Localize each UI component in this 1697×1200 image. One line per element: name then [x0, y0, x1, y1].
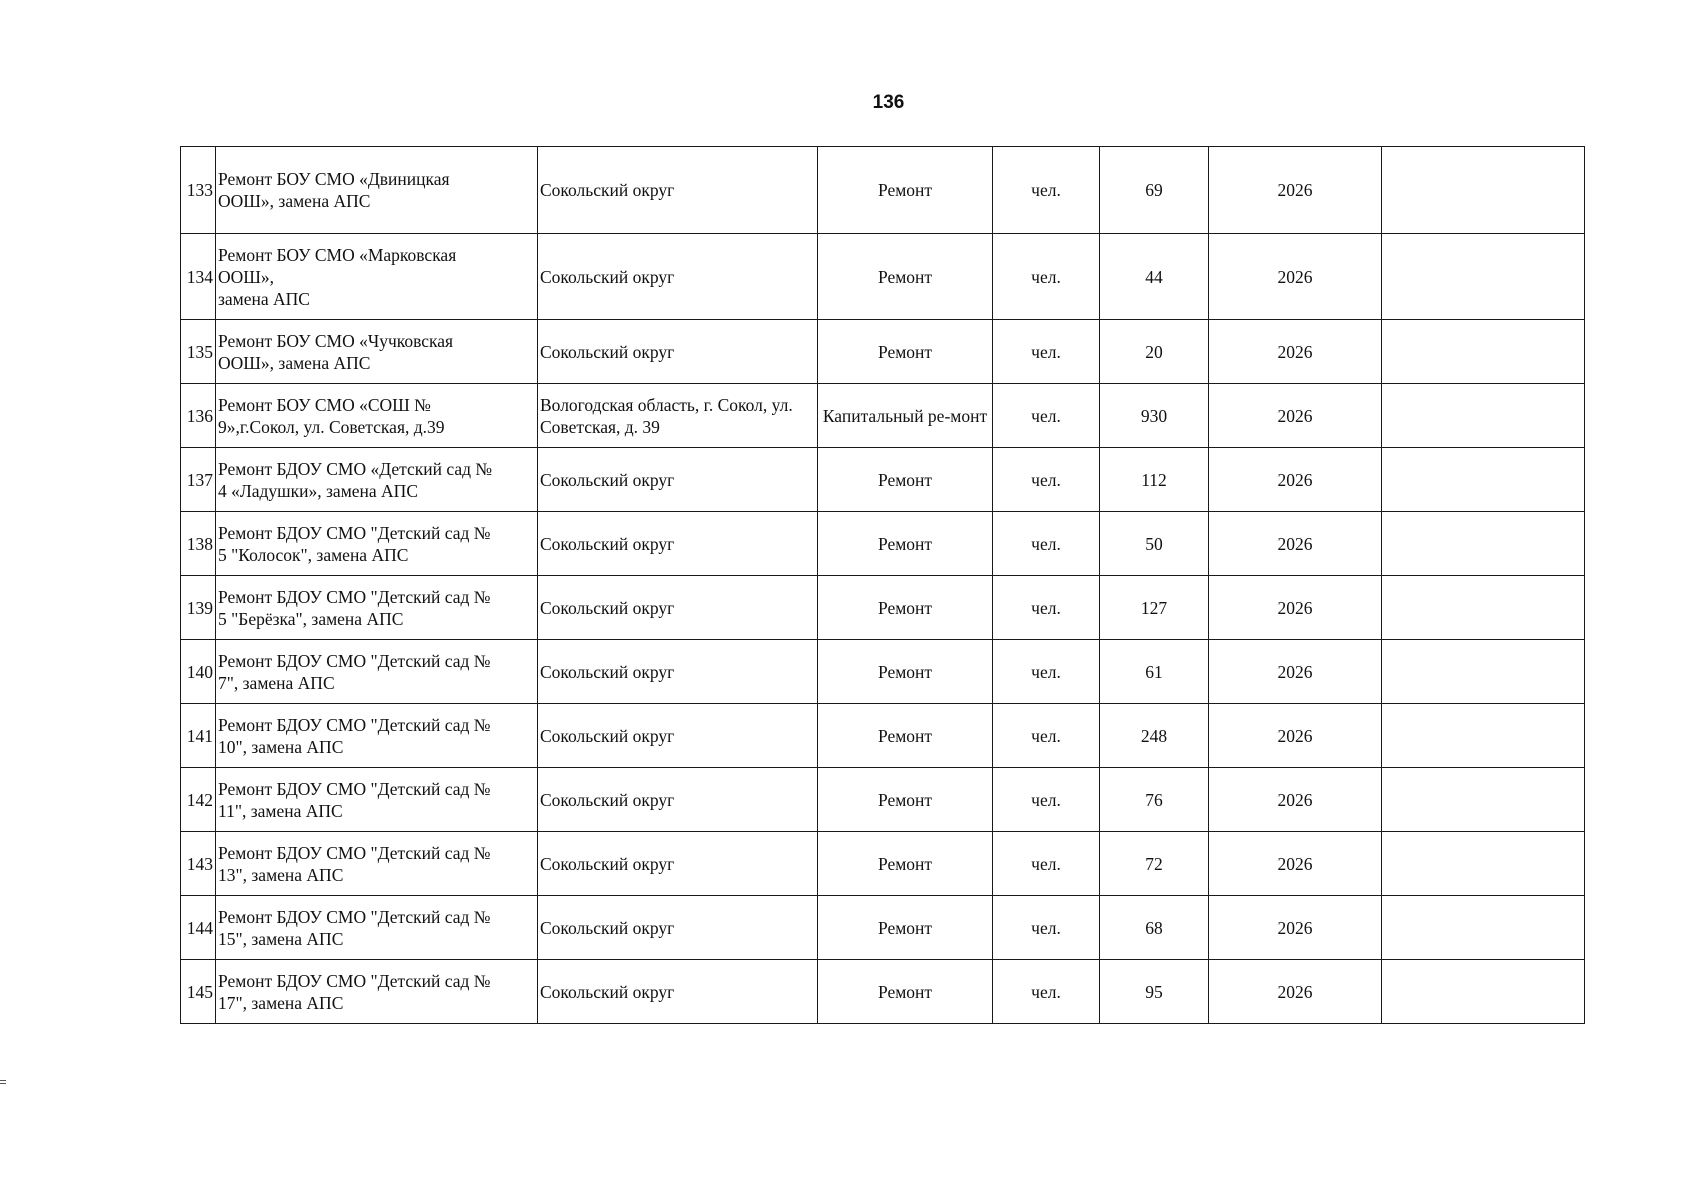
quantity-cell: 68	[1100, 896, 1209, 960]
unit-cell: чел.	[993, 640, 1100, 704]
work-type-cell: Ремонт	[818, 234, 993, 320]
row-number-cell: 144	[181, 896, 216, 960]
work-type-cell: Ремонт	[818, 832, 993, 896]
location-cell: Сокольский округ	[538, 896, 818, 960]
row-number-cell: 137	[181, 448, 216, 512]
object-name-line: Ремонт БДОУ СМО "Детский сад №	[218, 522, 491, 543]
object-name-line: Ремонт БДОУ СМО «Детский сад №	[218, 458, 493, 479]
row-number-cell: 134	[181, 234, 216, 320]
note-cell	[1382, 960, 1585, 1024]
object-name-cell	[216, 640, 538, 704]
work-type-cell: Ремонт	[818, 704, 993, 768]
location-cell: Сокольский округ	[538, 960, 818, 1024]
year-cell: 2026	[1209, 512, 1382, 576]
table-row	[181, 448, 1585, 512]
quantity-cell: 72	[1100, 832, 1209, 896]
work-type-cell: Ремонт	[818, 768, 993, 832]
object-name-line: Ремонт БОУ СМО «Марковская	[218, 244, 457, 265]
location-cell: Вологодская область, г. Сокол, ул. Советская, д. 39	[538, 384, 818, 448]
object-name-cell	[216, 448, 538, 512]
quantity-cell: 76	[1100, 768, 1209, 832]
object-name-line: Ремонт БДОУ СМО "Детский сад №	[218, 970, 491, 991]
work-type-cell: Ремонт	[818, 576, 993, 640]
year-cell: 2026	[1209, 448, 1382, 512]
table-row	[181, 640, 1585, 704]
object-name-line: 15", замена АПС	[218, 928, 344, 949]
quantity-cell: 50	[1100, 512, 1209, 576]
unit-cell: чел.	[993, 448, 1100, 512]
object-name-cell	[216, 320, 538, 384]
year-cell: 2026	[1209, 384, 1382, 448]
location-cell: Сокольский округ	[538, 768, 818, 832]
unit-cell: чел.	[993, 832, 1100, 896]
object-name-cell	[216, 832, 538, 896]
work-type-cell: Ремонт	[818, 960, 993, 1024]
unit-cell: чел.	[993, 147, 1100, 234]
note-cell	[1382, 147, 1585, 234]
works-table	[180, 146, 1585, 1024]
object-name-line: Ремонт БОУ СМО «Двиницкая	[218, 169, 450, 189]
object-name-cell	[216, 576, 538, 640]
object-name-line: 5 "Колосок", замена АПС	[218, 544, 409, 565]
work-type-cell: Ремонт	[818, 147, 993, 234]
work-type-cell: Ремонт	[818, 512, 993, 576]
note-cell	[1382, 896, 1585, 960]
note-cell	[1382, 320, 1585, 384]
year-cell: 2026	[1209, 320, 1382, 384]
note-cell	[1382, 234, 1585, 320]
location-cell: Сокольский округ	[538, 576, 818, 640]
year-cell: 2026	[1209, 576, 1382, 640]
unit-cell: чел.	[993, 234, 1100, 320]
work-type-cell: Ремонт	[818, 896, 993, 960]
object-name-line: Ремонт БДОУ СМО "Детский сад №	[218, 714, 491, 735]
quantity-cell: 44	[1100, 234, 1209, 320]
row-number-cell: 133	[181, 147, 216, 234]
year-cell: 2026	[1209, 768, 1382, 832]
row-number-cell: 140	[181, 640, 216, 704]
table-row	[181, 768, 1585, 832]
year-cell: 2026	[1209, 147, 1382, 234]
object-name-line: Ремонт БОУ СМО «СОШ №	[218, 394, 431, 415]
object-name-line: 10", замена АПС	[218, 736, 344, 757]
year-cell: 2026	[1209, 896, 1382, 960]
scan-edge-mark	[0, 1080, 6, 1084]
object-name-line: Ремонт БДОУ СМО "Детский сад №	[218, 586, 491, 607]
object-name-line: Ремонт БДОУ СМО "Детский сад №	[218, 650, 491, 671]
location-cell: Сокольский округ	[538, 320, 818, 384]
row-number-cell: 143	[181, 832, 216, 896]
unit-cell: чел.	[993, 704, 1100, 768]
object-name-line: 13", замена АПС	[218, 864, 344, 885]
note-cell	[1382, 640, 1585, 704]
unit-cell: чел.	[993, 896, 1100, 960]
row-number-cell: 141	[181, 704, 216, 768]
object-name-line: Ремонт БДОУ СМО "Детский сад №	[218, 842, 491, 863]
work-type-cell: Ремонт	[818, 640, 993, 704]
note-cell	[1382, 512, 1585, 576]
note-cell	[1382, 768, 1585, 832]
row-number-cell: 145	[181, 960, 216, 1024]
object-name-cell	[216, 234, 538, 320]
unit-cell: чел.	[993, 576, 1100, 640]
object-name-line: 4 «Ладушки», замена АПС	[218, 480, 418, 501]
row-number-cell: 142	[181, 768, 216, 832]
table-row	[181, 147, 1585, 234]
row-number-cell: 135	[181, 320, 216, 384]
location-cell: Сокольский округ	[538, 512, 818, 576]
object-name-line: ООШ», замена АПС	[218, 352, 371, 373]
quantity-cell: 112	[1100, 448, 1209, 512]
object-name-line: замена АПС	[218, 288, 310, 309]
note-cell	[1382, 576, 1585, 640]
table-row	[181, 384, 1585, 448]
note-cell	[1382, 384, 1585, 448]
quantity-cell: 127	[1100, 576, 1209, 640]
year-cell: 2026	[1209, 832, 1382, 896]
table-row	[181, 234, 1585, 320]
object-name-cell	[216, 147, 538, 234]
table-row	[181, 512, 1585, 576]
table-row	[181, 320, 1585, 384]
object-name-line: ООШ», замена АПС	[218, 191, 371, 211]
object-name-line: 17", замена АПС	[218, 992, 344, 1013]
unit-cell: чел.	[993, 320, 1100, 384]
unit-cell: чел.	[993, 768, 1100, 832]
quantity-cell: 930	[1100, 384, 1209, 448]
page-number: 136	[872, 92, 905, 113]
object-name-line: Ремонт БДОУ СМО "Детский сад №	[218, 906, 491, 927]
table-row	[181, 704, 1585, 768]
object-name-cell	[216, 704, 538, 768]
work-type-cell: Ремонт	[818, 320, 993, 384]
note-cell	[1382, 832, 1585, 896]
object-name-line: ООШ»,	[218, 266, 275, 287]
quantity-cell: 20	[1100, 320, 1209, 384]
object-name-line: 11", замена АПС	[218, 800, 343, 821]
quantity-cell: 95	[1100, 960, 1209, 1024]
quantity-cell: 248	[1100, 704, 1209, 768]
location-cell: Сокольский округ	[538, 640, 818, 704]
object-name-line: 7", замена АПС	[218, 672, 335, 693]
year-cell: 2026	[1209, 234, 1382, 320]
table-row	[181, 576, 1585, 640]
table-row	[181, 896, 1585, 960]
location-cell: Сокольский округ	[538, 448, 818, 512]
work-type-cell: Капитальный ре-монт	[818, 384, 993, 448]
row-number-cell: 138	[181, 512, 216, 576]
row-number-cell: 136	[181, 384, 216, 448]
table-row	[181, 960, 1585, 1024]
object-name-line: Ремонт БДОУ СМО "Детский сад №	[218, 778, 491, 799]
unit-cell: чел.	[993, 512, 1100, 576]
unit-cell: чел.	[993, 960, 1100, 1024]
location-cell: Сокольский округ	[538, 234, 818, 320]
note-cell	[1382, 704, 1585, 768]
object-name-line: Ремонт БОУ СМО «Чучковская	[218, 330, 454, 351]
object-name-cell	[216, 384, 538, 448]
note-cell	[1382, 448, 1585, 512]
quantity-cell: 69	[1100, 147, 1209, 234]
object-name-line: 5 "Берёзка", замена АПС	[218, 608, 404, 629]
object-name-cell	[216, 512, 538, 576]
object-name-line: 9»,г.Сокол, ул. Советская, д.39	[218, 416, 445, 437]
year-cell: 2026	[1209, 640, 1382, 704]
location-cell: Сокольский округ	[538, 832, 818, 896]
location-cell: Сокольский округ	[538, 147, 818, 234]
object-name-cell	[216, 960, 538, 1024]
table-body	[181, 147, 1585, 1024]
year-cell: 2026	[1209, 960, 1382, 1024]
unit-cell: чел.	[993, 384, 1100, 448]
work-type-cell: Ремонт	[818, 448, 993, 512]
object-name-cell	[216, 896, 538, 960]
location-cell: Сокольский округ	[538, 704, 818, 768]
year-cell: 2026	[1209, 704, 1382, 768]
object-name-cell	[216, 768, 538, 832]
table-row	[181, 832, 1585, 896]
row-number-cell: 139	[181, 576, 216, 640]
quantity-cell: 61	[1100, 640, 1209, 704]
